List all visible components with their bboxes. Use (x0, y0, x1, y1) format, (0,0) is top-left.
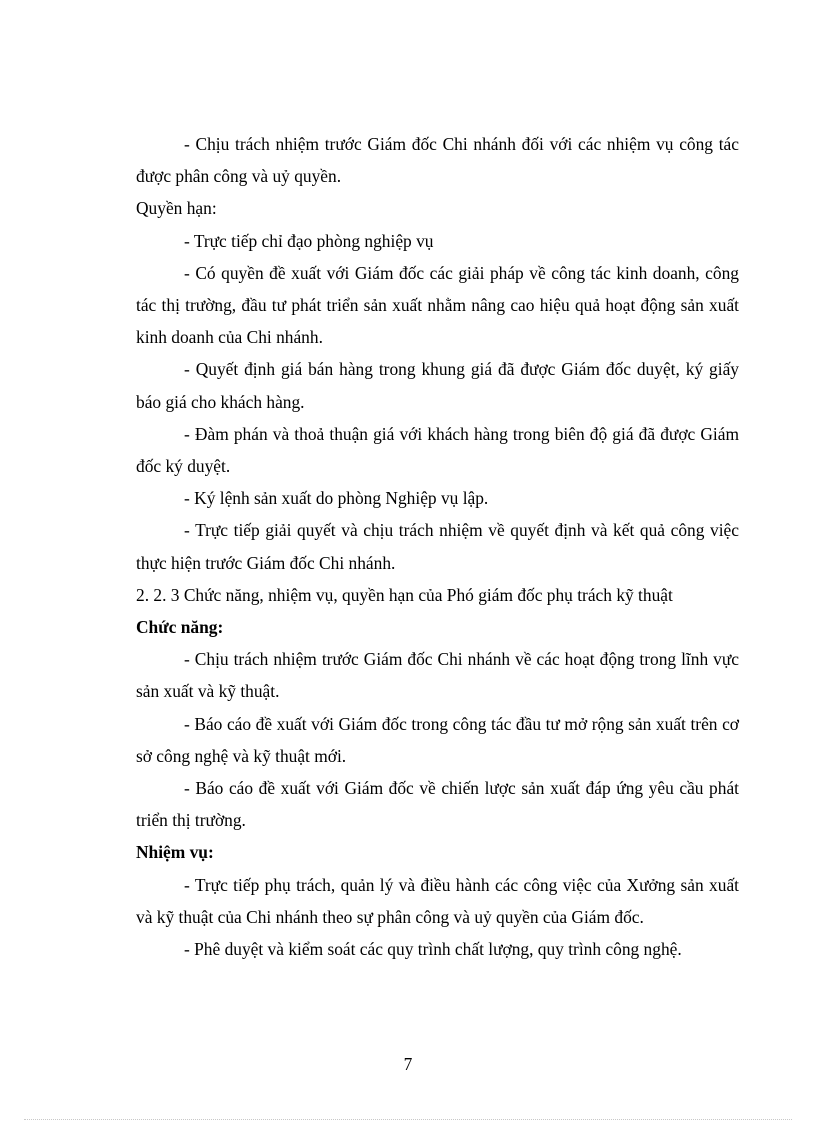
paragraph: - Báo cáo đề xuất với Giám đốc về chiến lược sản xuất đáp ứng yêu cầu phát triển thị trường. (136, 778, 739, 831)
paragraph: - Trực tiếp chỉ đạo phòng nghiệp vụ (184, 230, 434, 251)
paragraph: - Quyết định giá bán hàng trong khung giá đã được Giám đốc duyệt, ký giấy báo giá cho khách hàng. (136, 359, 739, 412)
paragraph: - Phê duyệt và kiểm soát các quy trình chất lượng, quy trình công nghệ. (184, 939, 682, 960)
page-bottom-divider (24, 1119, 792, 1120)
paragraph: - Báo cáo đề xuất với Giám đốc trong công tác đầu tư mở rộng sản xuất trên cơ sở công nghệ và kỹ thuật mới. (136, 713, 739, 766)
paragraph: - Có quyền đề xuất với Giám đốc các giải pháp về công tác kinh doanh, công tác thị trường, đầu tư phát triển sản xuất nhằm nâng cao hiệu quả hoạt động sản xuất kinh doanh của Chi nhánh. (136, 262, 739, 348)
paragraph: - Trực tiếp giải quyết và chịu trách nhiệm về quyết định và kết quả công việc thực hiện trước Giám đốc Chi nhánh. (136, 520, 739, 573)
paragraph: - Ký lệnh sản xuất do phòng Nghiệp vụ lập. (184, 488, 489, 509)
paragraph: - Đàm phán và thoả thuận giá với khách hàng trong biên độ giá đã được Giám đốc ký duyệt. (136, 423, 739, 477)
page-number: 7 (403, 1054, 413, 1074)
section-label-chuc-nang: Chức năng: (136, 617, 224, 638)
section-heading: 2. 2. 3 Chức năng, nhiệm vụ, quyền hạn của Phó giám đốc phụ trách kỹ thuật (136, 584, 673, 605)
paragraph: - Chịu trách nhiệm trước Giám đốc Chi nhánh đối với các nhiệm vụ công tác được phân công và uỷ quyền. (136, 134, 739, 187)
section-label-quyen-han: Quyền hạn: (136, 198, 217, 219)
paragraph: - Chịu trách nhiệm trước Giám đốc Chi nhánh về các hoạt động trong lĩnh vực sản xuất và kỹ thuật. (136, 649, 739, 702)
section-label-nhiem-vu: Nhiệm vụ: (136, 842, 214, 863)
paragraph: - Trực tiếp phụ trách, quản lý và điều hành các công việc của Xưởng sản xuất và kỹ thuật của Chi nhánh theo sự phân công và uỷ quyền của Giám đốc. (136, 874, 739, 927)
document-body (136, 128, 739, 965)
